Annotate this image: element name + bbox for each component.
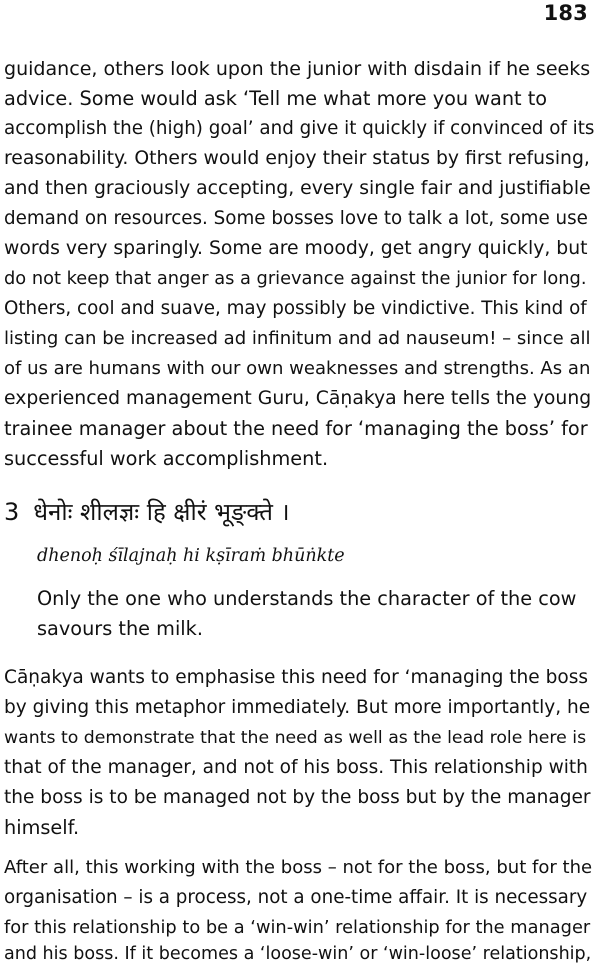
paragraph-1-line: accomplish the (high) goal’ and give it quickly if convinced of its (4, 118, 595, 139)
paragraph-3-line: After all, this working with the boss – not for the boss, but for the (4, 857, 593, 878)
paragraph-1-line: do not keep that anger as a grievance against the junior for long. (4, 268, 587, 289)
paragraph-3-line: for this relationship to be a ‘win-win’ relationship for the manager (4, 917, 591, 938)
paragraph-2-line: by giving this metaphor immediately. But more importantly, he (4, 697, 591, 718)
paragraph-1-line: words very sparingly. Some are moody, get angry quickly, but (4, 238, 588, 259)
paragraph-1-line: demand on resources. Some bosses love to talk a lot, some use (4, 208, 588, 229)
sutra-devanagari: धेनोः शीलज्ञः हि क्षीरं भूङ्क्ते । (33, 498, 290, 526)
paragraph-1-line: Others, cool and suave, may possibly be vindictive. This kind of (4, 298, 587, 319)
sutra-translation-line: savours the milk. (37, 617, 203, 640)
paragraph-1-line: reasonability. Others would enjoy their status by first refusing, (4, 148, 590, 169)
sutra-number: 3 (4, 498, 20, 526)
sutra-verse (4, 494, 290, 530)
sutra-translation-line: Only the one who understands the character of the cow (37, 587, 577, 610)
sutra-transliteration: dhenoḥ śīlajnaḥ hi kṣīraṁ bhūṅkte (37, 546, 345, 566)
paragraph-2-line: himself. (4, 816, 80, 839)
paragraph-3-line: organisation – is a process, not a one-time affair. It is necessary (4, 887, 588, 908)
paragraph-2-line: that of the manager, and not of his boss. This relationship with (4, 757, 588, 778)
paragraph-1-line: listing can be increased ad infinitum and ad nauseum! – since all (4, 328, 591, 349)
paragraph-2-line: the boss is to be managed not by the boss but by the manager (4, 787, 591, 808)
paragraph-3-line: and his boss. If it becomes a ‘loose-win’ or ‘win-loose’ relationship, (4, 944, 592, 964)
page-number: 183 (543, 1, 588, 25)
paragraph-1-line: of us are humans with our own weaknesses and strengths. As an (4, 358, 591, 379)
paragraph-1-line: guidance, others look upon the junior with disdain if he seeks (4, 58, 591, 80)
paragraph-2-line: wants to demonstrate that the need as well as the lead role here is (4, 728, 587, 748)
paragraph-2-line: Cāṇakya wants to emphasise this need for ‘managing the boss (4, 667, 589, 688)
paragraph-1-line: advice. Some would ask ‘Tell me what more you want to (4, 87, 548, 110)
paragraph-1-line: and then graciously accepting, every single fair and justifiable (4, 178, 591, 199)
paragraph-1-line: trainee manager about the need for ‘managing the boss’ for (4, 417, 588, 440)
paragraph-1-line: experienced management Guru, Cāṇakya here tells the young (4, 388, 592, 409)
paragraph-1-line: successful work accomplishment. (4, 447, 329, 470)
